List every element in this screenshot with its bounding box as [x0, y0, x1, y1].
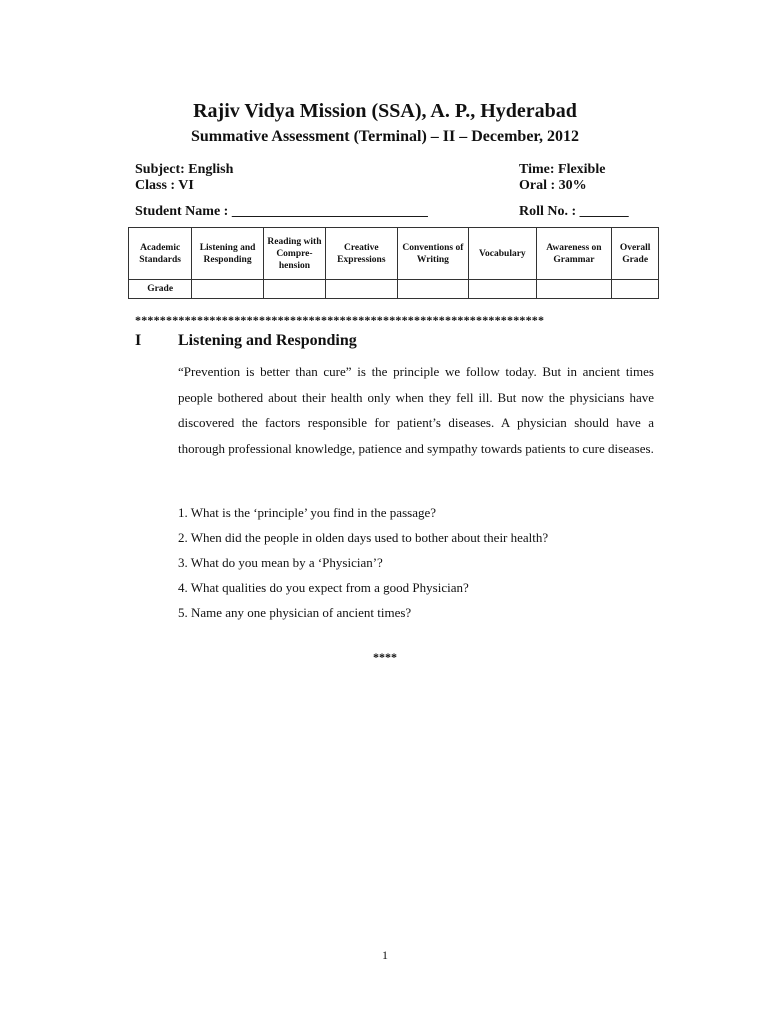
question-item: 1. What is the ‘principle’ you find in the passage? — [178, 505, 437, 520]
document-title: Rajiv Vidya Mission (SSA), A. P., Hyderabad — [193, 100, 577, 122]
academic-standards-table — [128, 227, 659, 299]
col-creative: Creative Expressions — [326, 228, 398, 280]
row-label-academic-standards: Academic Standards — [129, 228, 192, 280]
grade-cell — [326, 280, 398, 299]
document-subtitle: Summative Assessment (Terminal) – II – December, 2012 — [190, 128, 580, 145]
oral-label: Oral : 30% — [519, 178, 587, 193]
page-number: 1 — [382, 948, 388, 962]
grade-cell — [469, 280, 536, 299]
question-item: 3. What do you mean by a ‘Physician’? — [178, 555, 383, 570]
class-label: Class : VI — [135, 178, 194, 193]
roll-number-field: Roll No. : _______ — [519, 204, 629, 219]
comprehension-passage: “Prevention is better than cure” is the principle we follow today. But in ancient times people bothered about their health only when they fell ill. But now the physicians have discovered the factors responsible for patient’s diseases. A physician should have a thorough professional knowledge, patience and sympathy towards patients to cure diseases. — [178, 364, 654, 456]
question-item: 4. What qualities do you expect from a good Physician? — [178, 580, 469, 595]
subject-label: Subject: English — [135, 162, 234, 177]
col-grammar: Awareness on Grammar — [536, 228, 612, 280]
question-item: 2. When did the people in olden days used to bother about their health? — [178, 530, 549, 545]
section-number: I — [135, 332, 142, 349]
col-conventions: Conventions of Writing — [397, 228, 469, 280]
grade-cell — [536, 280, 612, 299]
col-vocabulary: Vocabulary — [469, 228, 536, 280]
time-label: Time: Flexible — [519, 162, 606, 177]
end-marker: **** — [373, 650, 397, 664]
student-name-field: Student Name : ____________________________ — [135, 204, 428, 219]
grade-cell — [192, 280, 264, 299]
grade-cell — [263, 280, 325, 299]
table-header-row — [129, 228, 659, 280]
separator-stars: ****************************************************************** — [135, 313, 545, 327]
col-reading: Reading with Compre-hension — [263, 228, 325, 280]
grade-cell — [612, 280, 659, 299]
col-listening: Listening and Responding — [192, 228, 264, 280]
question-item: 5. Name any one physician of ancient times? — [178, 605, 412, 620]
section-title: Listening and Responding — [178, 332, 357, 349]
grade-cell — [397, 280, 469, 299]
table-grade-row — [129, 280, 659, 299]
row-label-grade: Grade — [129, 280, 192, 299]
col-overall-grade: Overall Grade — [612, 228, 659, 280]
